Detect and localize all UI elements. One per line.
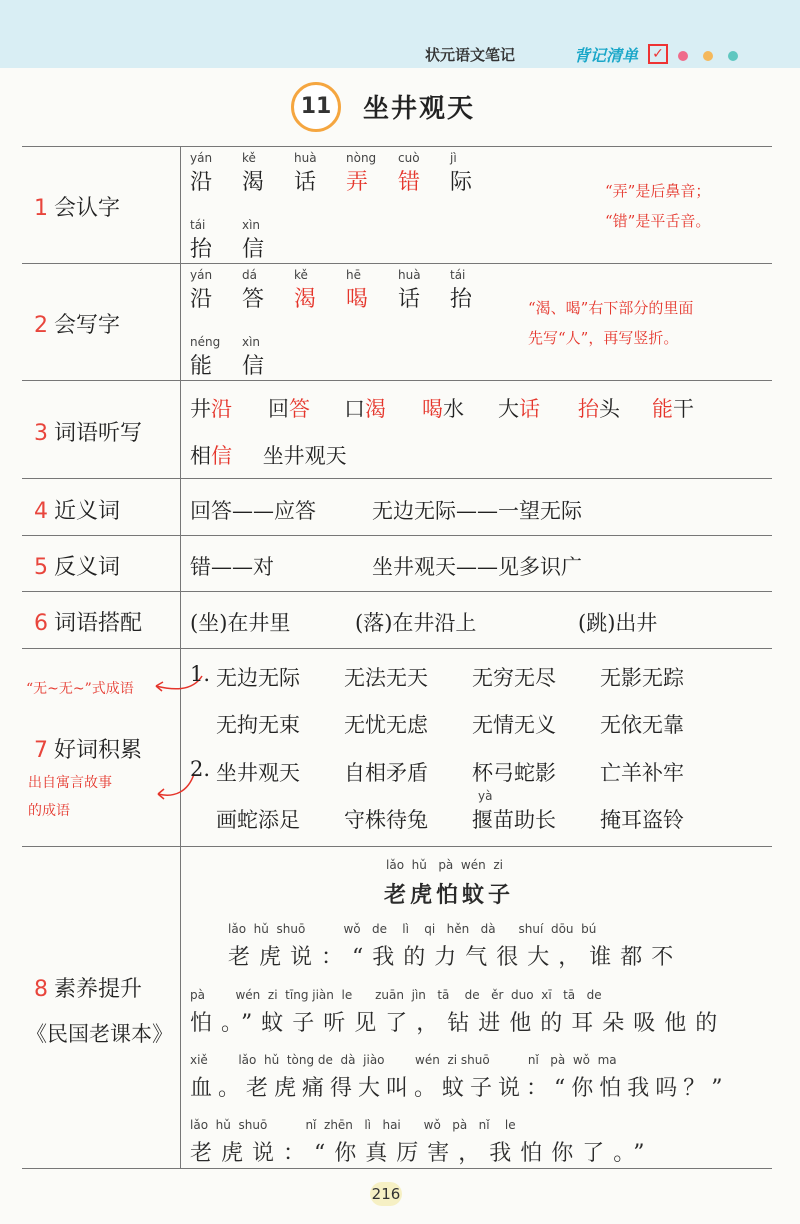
synonym-pair: 无边无际——一望无际 (372, 499, 582, 523)
idiom: 坐井观天 (216, 761, 300, 785)
synonym-pair: 回答——应答 (190, 499, 316, 523)
hanzi-char: 喝 (346, 287, 369, 312)
dictation-word: 大话 (498, 397, 540, 421)
annotation-note: 先写“人”，再写竖折。 (528, 329, 679, 347)
section-label-8: 8 素养提升 (34, 977, 143, 1002)
idiom: 无法无天 (344, 666, 428, 690)
idiom: 无拘无束 (216, 713, 300, 737)
hanzi-char: 沿 (190, 170, 213, 195)
pinyin: jì (450, 151, 457, 165)
idiom: 自相矛盾 (344, 761, 428, 785)
table-line (22, 846, 772, 847)
idiom: 无忧无虑 (344, 713, 428, 737)
dictation-word: 能干 (652, 397, 694, 421)
hanzi-char: 沿 (190, 287, 213, 312)
dictation-word: 口渴 (344, 397, 386, 421)
lesson-header (0, 82, 800, 132)
list-number: 2. (190, 757, 211, 781)
idiom: 守株待兔 (344, 808, 428, 832)
pinyin: xìn (242, 335, 261, 349)
pinyin: cuò (398, 151, 420, 165)
hanzi-char: 话 (398, 287, 421, 312)
annotation-note: 出自寓言故事 (28, 775, 112, 791)
pinyin: lǎo hǔ shuō nǐ zhēn lì hai wǒ pà nǐ le (190, 1118, 516, 1132)
antonym-pair: 错——对 (190, 555, 274, 579)
hanzi-char: 话 (294, 170, 317, 195)
dictation-word: 井沿 (190, 397, 232, 421)
idiom: 亡羊补牢 (600, 761, 684, 785)
collocation: (落)在井沿上 (355, 611, 477, 635)
story-line: 怕。”蚊子听见了，钻进他的耳朵吸他的 (190, 1011, 727, 1036)
idiom: 无影无踪 (600, 666, 684, 690)
hanzi-char: 际 (450, 170, 473, 195)
pinyin: hē (346, 268, 361, 282)
section-label-4: 4 近义词 (34, 499, 121, 524)
pinyin: yán (190, 151, 213, 165)
dictation-word: 抬头 (578, 397, 620, 421)
dictation-words-2: 相信 坐井观天 (190, 444, 347, 468)
table-divider (180, 146, 181, 1168)
idiom: 画蛇添足 (216, 808, 300, 832)
table-line (22, 380, 772, 381)
pinyin: huà (398, 268, 421, 282)
annotation-note: “渴、喝”右下部分的里面 (528, 299, 694, 317)
collocation: (坐)在井里 (190, 611, 291, 635)
section-label-5: 5 反义词 (34, 555, 121, 580)
table-line (22, 146, 772, 147)
table-line (22, 535, 772, 536)
idiom: 无依无靠 (600, 713, 684, 737)
story-line: 老虎说：“我的力气很大，谁都不 (228, 945, 683, 970)
pinyin: nòng (346, 151, 377, 165)
hanzi-char: 信 (242, 354, 265, 379)
hanzi-char: 弄 (346, 170, 369, 195)
hanzi-char: 抬 (450, 287, 473, 312)
table-line (22, 648, 772, 649)
hanzi-char: 渴 (242, 170, 265, 195)
hanzi-char: 渴 (294, 287, 317, 312)
idiom: 杯弓蛇影 (472, 761, 556, 785)
section-label-6: 6 词语搭配 (34, 611, 143, 636)
annotation-note: “弄”是后鼻音； (605, 182, 711, 200)
story-line: 血。老虎痛得大叫。蚊子说：“你怕我吗？” (190, 1076, 729, 1101)
story-title: 老虎怕蚊子 (384, 883, 515, 908)
section-label-3: 3 词语听写 (34, 421, 143, 446)
story-line: 老虎说：“你真厉害，我怕你了。” (190, 1141, 654, 1166)
section-label-1: 1 会认字 (34, 196, 121, 221)
table-line (22, 263, 772, 264)
table-line (22, 591, 772, 592)
dot-icon-pink (678, 51, 688, 61)
pinyin: xiě lǎo hǔ tòng de dà jiào wén zi shuō nǐ pà wǒ ma (190, 1053, 617, 1067)
pinyin: néng (190, 335, 221, 349)
pinyin: pà wén zi tīng jiàn le zuān jìn tā de ěr duo xī tā de (190, 988, 602, 1002)
page-number: 216 (370, 1182, 402, 1206)
dictation-words-1 (190, 393, 760, 423)
lesson-title: 坐井观天 (363, 94, 476, 124)
book-brand: 状元语文笔记 (425, 46, 516, 64)
annotation-note: “错”是平舌音。 (605, 212, 711, 230)
hanzi-char: 抬 (190, 237, 213, 262)
pinyin: kě (294, 268, 308, 282)
checklist-tag: 背记清单 (574, 46, 639, 65)
hanzi-char: 错 (398, 170, 421, 195)
pinyin: lǎo hǔ shuō wǒ de lì qi hěn dà shuí dōu bú (228, 922, 597, 936)
antonym-pair: 坐井观天——见多识广 (372, 555, 582, 579)
pinyin: dá (242, 268, 257, 282)
idiom: 掩耳盗铃 (600, 808, 684, 832)
dot-icon-teal (728, 51, 738, 61)
hanzi-char: 答 (242, 287, 265, 312)
pinyin: huà (294, 151, 317, 165)
collocation: (跳)出井 (578, 611, 658, 635)
section-label-2: 2 会写字 (34, 313, 121, 338)
check-icon: ✓ (648, 44, 668, 64)
pinyin: xìn (242, 218, 261, 232)
idiom: 无边无际 (216, 666, 300, 690)
annotation-note: “无~无~”式成语 (26, 681, 134, 697)
annotation-note: 的成语 (28, 803, 70, 819)
pinyin: tái (450, 268, 466, 282)
header-bar (0, 0, 800, 68)
pinyin: yà (478, 789, 493, 803)
table-line (22, 478, 772, 479)
idiom: 揠苗助长 (472, 808, 556, 832)
hanzi-char: 能 (190, 354, 213, 379)
section-label-7: 7 好词积累 (34, 738, 143, 763)
idiom: 无穷无尽 (472, 666, 556, 690)
hanzi-char: 信 (242, 237, 265, 262)
table-line (22, 1168, 772, 1169)
pinyin: kě (242, 151, 256, 165)
dictation-word: 喝水 (422, 397, 464, 421)
list-number: 1. (190, 662, 211, 686)
lesson-number: 11 (291, 82, 341, 132)
source-label: 《民国老课本》 (26, 1022, 173, 1046)
dot-icon-orange (703, 51, 713, 61)
pinyin: yán (190, 268, 213, 282)
dictation-word: 回答 (268, 397, 310, 421)
pinyin: tái (190, 218, 206, 232)
idiom: 无情无义 (472, 713, 556, 737)
pinyin: lǎo hǔ pà wén zi (386, 858, 503, 872)
